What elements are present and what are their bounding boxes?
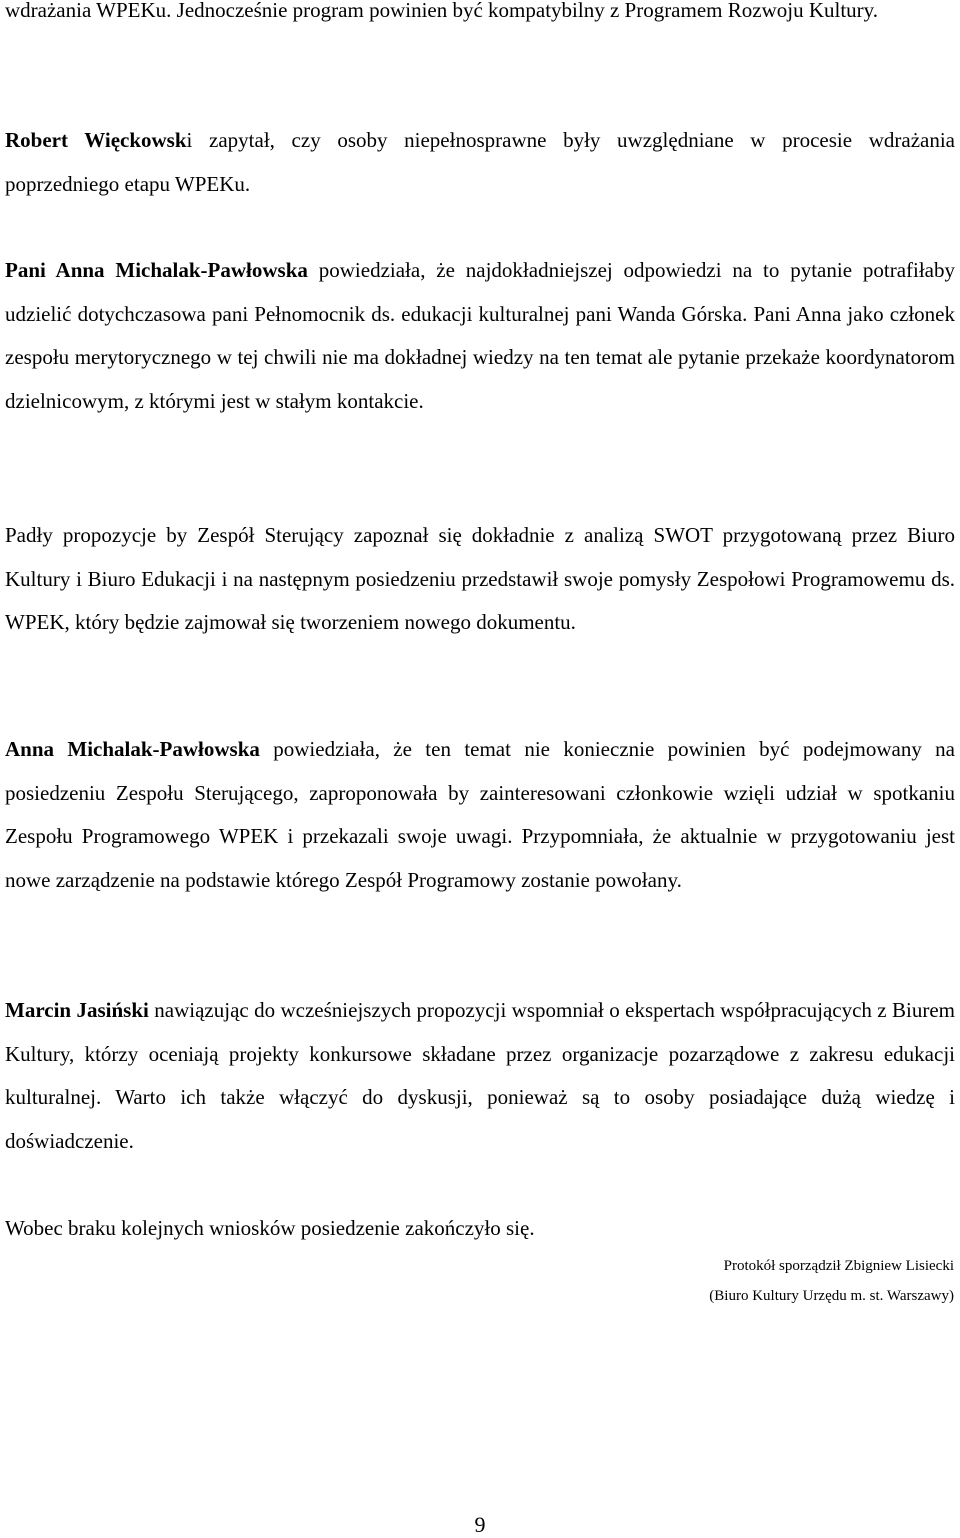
paragraph-text: powiedziała, że ten temat nie koniecznie powinien być podejmowany na posiedzeniu Zespołu Sterującego, zaproponowała by zainteresowani członkowie wzięli udział w spotkaniu Zespołu Programowego WPEK i przekazali swoje uwagi. Przypomniała, że aktualnie w przygotowaniu jest nowe zarządzenie na podstawie którego Zespół Programowy zostanie powołany. — [5, 737, 955, 892]
page-number: 9 — [474, 1512, 486, 1537]
speaker-name: Anna Michalak-Pawłowska — [5, 737, 260, 761]
paragraph-michalak-2 — [5, 728, 955, 902]
paragraph-text: Wobec braku kolejnych wniosków posiedzenie zakończyło się. — [5, 1216, 535, 1240]
paragraph-continuation — [5, 0, 955, 33]
paragraph-text: Padły propozycje by Zespół Sterujący zapoznał się dokładnie z analizą SWOT przygotowaną przez Biuro Kultury i Biuro Edukacji i na następnym posiedzeniu przedstawił swoje pomysły Zespołowi Programowemu ds. WPEK, który będzie zajmował się tworzeniem nowego dokumentu. — [5, 523, 955, 634]
paragraph-michalak-1 — [5, 249, 955, 423]
paragraph-text: wdrażania WPEKu. Jednocześnie program powinien być kompatybilny z Programem Rozwoju Kultury. — [5, 0, 879, 22]
signature-office: (Biuro Kultury Urzędu m. st. Warszawy) — [709, 1288, 954, 1304]
paragraph-proposals — [5, 514, 955, 645]
paragraph-jasinski — [5, 989, 955, 1163]
speaker-name: Robert Więckowsk — [5, 128, 187, 152]
paragraph-closing — [5, 1207, 955, 1251]
speaker-name: Pani Anna Michalak-Pawłowska — [5, 258, 308, 282]
signature-author: Protokół sporządził Zbigniew Lisiecki — [723, 1258, 954, 1274]
paragraph-text: nawiązując do wcześniejszych propozycji wspomniał o ekspertach współpracujących z Biurem Kultury, którzy oceniają projekty konkursowe składane przez organizacje pozarządowe z zakresu edukacji kulturalnej. Warto ich także włączyć do dyskusji, ponieważ są to osoby posiadające dużą wiedzę i doświadczenie. — [5, 998, 956, 1153]
paragraph-text: powiedziała, że najdokładniejszej odpowiedzi na to pytanie potrafiłaby udzielić dotychczasowa pani Pełnomocnik ds. edukacji kulturalnej pani Wanda Górska. Pani Anna jako członek zespołu merytorycznego w tej chwili nie ma dokładnej wiedzy na ten temat ale pytanie przekaże koordynatorom dzielnicowym, z którymi jest w stałym kontakcie. — [5, 258, 955, 413]
speaker-name: Marcin Jasiński — [5, 998, 149, 1022]
paragraph-text: i zapytał, czy osoby niepełnosprawne były uwzględniane w procesie wdrażania poprzedniego etapu WPEKu. — [5, 128, 955, 196]
paragraph-wieckowski — [5, 119, 955, 206]
